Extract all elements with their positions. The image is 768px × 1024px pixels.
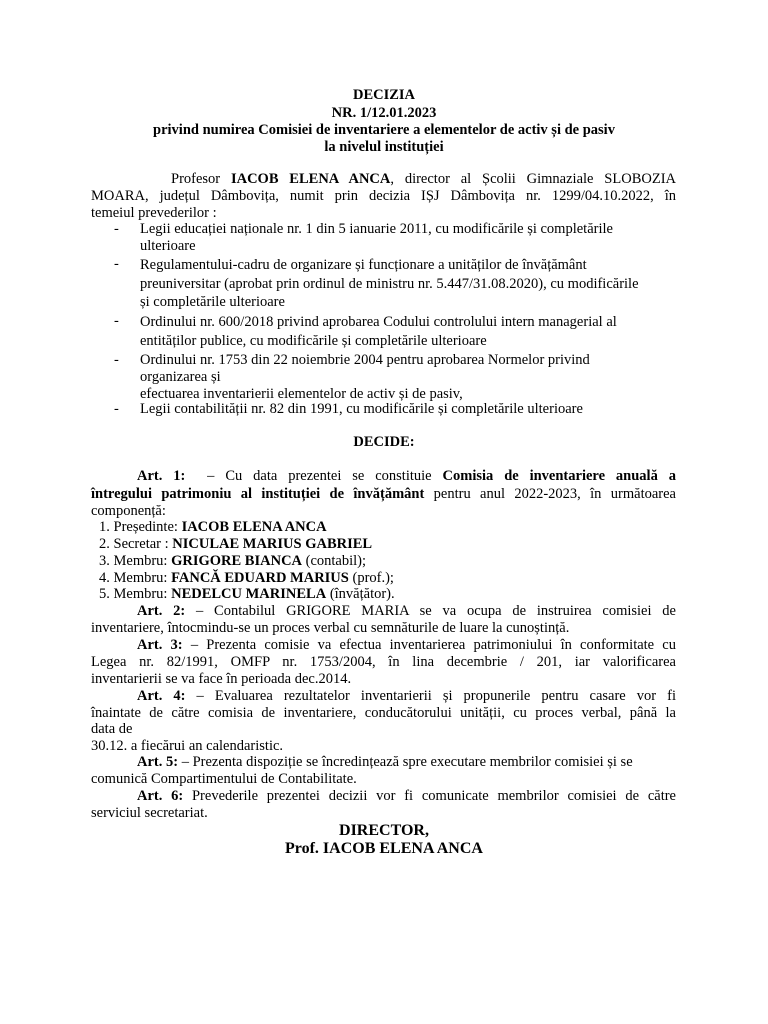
art4-line2: înaintate de către comisia de inventariere, conducătorului unității, cu proces verbal, până la — [91, 705, 676, 721]
member-item: 3. Membru: GRIGORE BIANCA (contabil); — [99, 553, 367, 569]
signature-name: Prof. IACOB ELENA ANCA — [285, 840, 483, 857]
member-item: 4. Membru: FANCĂ EDUARD MARIUS (prof.); — [99, 570, 394, 586]
intro-line1: Profesor IACOB ELENA ANCA, director al Școlii Gimnaziale SLOBOZIA — [171, 171, 676, 187]
law-bullet: - — [114, 401, 119, 417]
intro-line3: temeiul prevederilor : — [91, 205, 217, 221]
intro-line2: MOARA, județul Dâmbovița, numit prin decizia IȘJ Dâmbovița nr. 1299/04.10.2022, în — [91, 188, 676, 204]
law-item: Regulamentului-cadru de organizare și funcționare a unităților de învățământ preuniversitar (aprobat prin ordinul de ministru nr. 5.447/31.08.2020), cu modificările și completările ulterioare — [140, 257, 639, 310]
document-title: DECIZIA — [352, 87, 416, 103]
director-name: IACOB ELENA ANCA — [230, 171, 391, 187]
art6-line2: serviciul secretariat. — [91, 805, 208, 821]
member-item: 1. Președinte: IACOB ELENA ANCA — [99, 519, 327, 535]
law-item: Ordinului nr. 600/2018 privind aprobarea Codului controlului intern managerial al entităților publice, cu modificările și completările ulterioare — [140, 314, 617, 349]
art2-line1: Art. 2: – Contabilul GRIGORE MARIA se va ocupa de instruirea comisiei de — [137, 603, 676, 619]
decision-subject-line1: privind numirea Comisiei de inventariere a elementelor de activ și de pasiv — [153, 122, 615, 138]
art1-line3: componență: — [91, 503, 166, 519]
law-bullet: - — [114, 256, 119, 272]
decision-subject-line2: la nivelul instituției — [324, 139, 444, 155]
art4-line4: 30.12. a fiecărui an calendaristic. — [91, 738, 284, 754]
law-item: Legii educației naționale nr. 1 din 5 ianuarie 2011, cu modificările și completările ulterioare — [140, 221, 613, 254]
art6-line1: Art. 6: Prevederile prezentei decizii vor fi comunicate membrilor comisiei de către — [137, 788, 676, 804]
law-bullet: - — [114, 313, 119, 329]
art1-line2: întregului patrimoniu al instituției de învățământ pentru anul 2022-2023, în următoarea — [91, 486, 676, 502]
law-item: Legii contabilității nr. 82 din 1991, cu modificările și completările ulterioare — [140, 401, 583, 417]
art3-line1: Art. 3: – Prezenta comisie va efectua inventarierea patrimoniului în conformitate cu — [137, 637, 676, 653]
art5-line1: Art. 5: – Prezenta dispoziție se încredințează spre executare membrilor comisiei și se — [137, 754, 633, 770]
member-item: 2. Secretar : NICULAE MARIUS GABRIEL — [99, 536, 373, 552]
art4-line3: data de — [91, 721, 133, 737]
art5-line2: comunică Compartimentului de Contabilitate. — [91, 771, 357, 787]
law-bullet: - — [114, 352, 119, 368]
decision-number: NR. 1/12.01.2023 — [331, 105, 437, 121]
member-item: 5. Membru: NEDELCU MARINELA (învățător). — [99, 586, 395, 602]
art3-line3: inventarierii se va face în perioada dec.2014. — [91, 671, 352, 687]
law-bullet: - — [114, 221, 119, 237]
signature-title: DIRECTOR, — [339, 822, 429, 839]
art3-line2: Legea nr. 82/1991, OMFP nr. 1753/2004, în lina decembrie / 201, iar valorificarea — [91, 654, 676, 670]
art2-line2: inventariere, întocmindu-se un proces verbal cu semnăturile de luare la cunoștință. — [91, 620, 570, 636]
art4-line1: Art. 4: – Evaluarea rezultatelor inventarierii și propunerile pentru casare vor fi — [137, 688, 676, 704]
decide-heading: DECIDE: — [353, 434, 415, 450]
law-item: Ordinului nr. 1753 din 22 noiembrie 2004 pentru aprobarea Normelor privind organizarea și efectuarea inventarierii elementelor de activ și de pasiv, — [140, 352, 590, 402]
art1-line1: Art. 1: – Cu data prezentei se constituie Comisia de inventariere anuală a — [137, 468, 676, 484]
